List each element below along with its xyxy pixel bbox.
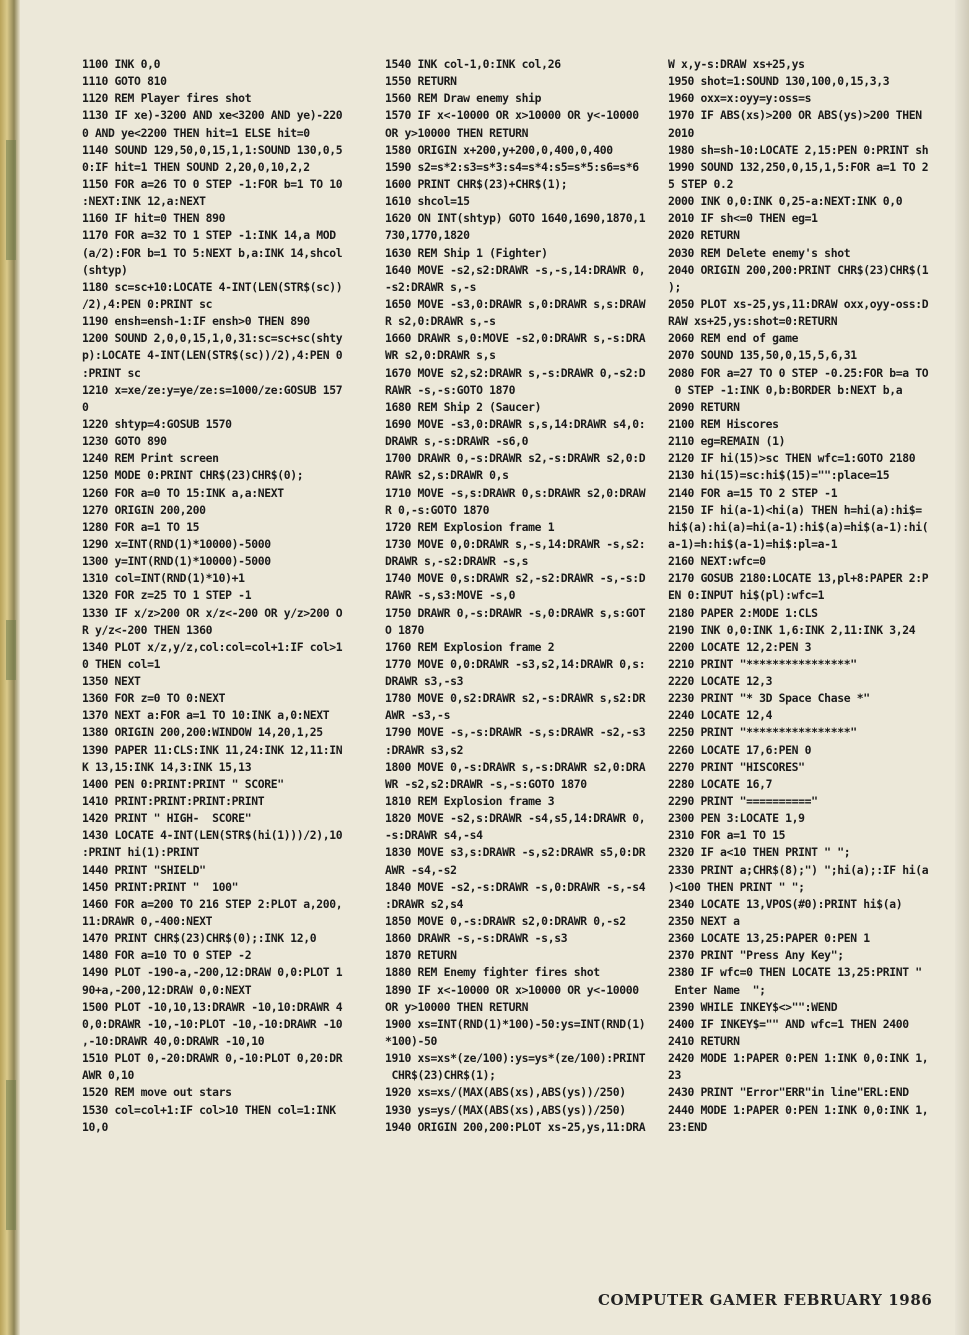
code-line: 1190 ensh=ensh-1:IF ensh>0 THEN 890 <box>82 314 310 329</box>
code-line: 1970 IF ABS(xs)>200 OR ABS(ys)>200 THEN <box>668 108 922 123</box>
code-line: 2190 INK 0,0:INK 1,6:INK 2,11:INK 3,24 <box>668 622 916 637</box>
code-line: AWR -s4,-s2 <box>385 862 457 877</box>
code-line: 1860 DRAWR -s,-s:DRAWR -s,s3 <box>385 931 568 946</box>
code-line: 2370 PRINT "Press Any Key"; <box>668 948 844 963</box>
code-line: 1500 PLOT -10,10,13:DRAWR -10,10:DRAWR 4 <box>82 999 343 1014</box>
code-line: 2430 PRINT "Error"ERR"in line"ERL:END <box>668 1085 909 1100</box>
code-line: 2420 MODE 1:PAPER 0:PEN 1:INK 0,0:INK 1, <box>668 1051 929 1066</box>
code-line: 2060 REM end of game <box>668 331 799 346</box>
code-line: 1890 IF x<-10000 OR x>10000 OR y<-10000 <box>385 982 639 997</box>
code-line: 1730 MOVE 0,0:DRAWR s,-s,14:DRAWR -s,s2: <box>385 536 646 551</box>
code-line: 1610 shcol=15 <box>385 194 470 209</box>
code-line: 730,1770,1820 <box>385 228 470 243</box>
code-line: 1410 PRINT:PRINT:PRINT:PRINT <box>82 794 265 809</box>
code-line: 1790 MOVE -s,-s:DRAWR -s,s:DRAWR -s2,-s3 <box>385 725 646 740</box>
code-line: 2080 FOR a=27 TO 0 STEP -0.25:FOR b=a TO <box>668 365 929 380</box>
code-line: -s2:DRAWR s,-s <box>385 279 477 294</box>
code-line: 2310 FOR a=1 TO 15 <box>668 828 786 843</box>
code-line: 2280 LOCATE 16,7 <box>668 776 773 791</box>
code-line: 2230 PRINT "* 3D Space Chase *" <box>668 691 870 706</box>
code-line: 2010 IF sh<=0 THEN eg=1 <box>668 211 818 226</box>
code-line: 1930 ys=ys/(MAX(ABS(xs),ABS(ys))/250) <box>385 1102 626 1117</box>
code-line: 1220 shtyp=4:GOSUB 1570 <box>82 416 232 431</box>
code-line: 1310 col=INT(RND(1)*10)+1 <box>82 571 245 586</box>
code-line: 2210 PRINT "****************" <box>668 656 857 671</box>
code-line: 1590 s2=s*2:s3=s*3:s4=s*4:s5=s*5:s6=s*6 <box>385 159 639 174</box>
code-line: -s:DRAWR s4,-s4 <box>385 828 483 843</box>
code-line: R 0,-s:GOTO 1870 <box>385 502 490 517</box>
code-line: 2270 PRINT "HISCORES" <box>668 759 805 774</box>
code-line: WR -s2,s2:DRAWR -s,-s:GOTO 1870 <box>385 776 587 791</box>
code-line: 1700 DRAWR 0,-s:DRAWR s2,-s:DRAWR s2,0:D <box>385 451 646 466</box>
code-line: 2330 PRINT a;CHR$(8);") ";hi(a);:IF hi(a <box>668 862 929 877</box>
code-line: 1510 PLOT 0,-20:DRAWR 0,-10:PLOT 0,20:DR <box>82 1051 343 1066</box>
code-line: 1330 IF x/z>200 OR x/z<-200 OR y/z>200 O <box>82 605 343 620</box>
code-line: a-1)=h:hi$(a-1)=hi$:pl=a-1 <box>668 536 838 551</box>
code-line: 0,0:DRAWR -10,-10:PLOT -10,-10:DRAWR -10 <box>82 1016 343 1031</box>
code-line: 1850 MOVE 0,-s:DRAWR s2,0:DRAWR 0,-s2 <box>385 914 626 929</box>
code-line: 1660 DRAWR s,0:MOVE -s2,0:DRAWR s,-s:DRA <box>385 331 646 346</box>
code-line: 90+a,-200,12:DRAW 0,0:NEXT <box>82 982 252 997</box>
code-line: ); <box>668 279 682 294</box>
code-line: 5 STEP 0.2 <box>668 176 734 191</box>
code-line: OR y>10000 THEN RETURN <box>385 125 529 140</box>
code-line: K 13,15:INK 14,3:INK 15,13 <box>82 759 252 774</box>
listing-column-2 <box>385 56 663 1136</box>
code-line: 1360 FOR z=0 TO 0:NEXT <box>82 691 226 706</box>
code-line: AWR 0,10 <box>82 1068 135 1083</box>
code-line: 1110 GOTO 810 <box>82 74 167 89</box>
code-line: 1320 FOR z=25 TO 1 STEP -1 <box>82 588 252 603</box>
code-line: 1820 MOVE -s2,s:DRAWR -s4,s5,14:DRAWR 0, <box>385 811 646 826</box>
code-line: 2380 IF wfc=0 THEN LOCATE 13,25:PRINT " <box>668 965 922 980</box>
code-line: 2020 RETURN <box>668 228 740 243</box>
code-line: 1870 RETURN <box>385 948 457 963</box>
code-line: R y/z<-200 THEN 1360 <box>82 622 213 637</box>
code-line: OR y>10000 THEN RETURN <box>385 999 529 1014</box>
code-line: WR s2,0:DRAWR s,s <box>385 348 496 363</box>
code-line: 1910 xs=xs*(ze/100):ys=ys*(ze/100):PRINT <box>385 1051 646 1066</box>
listing-column-3 <box>668 56 956 1136</box>
code-line: 1130 IF xe)-3200 AND xe<3200 AND ye)-220 <box>82 108 343 123</box>
page-binding-edge <box>0 0 20 1335</box>
code-line: 1460 FOR a=200 TO 216 STEP 2:PLOT a,200, <box>82 896 343 911</box>
code-line: DRAWR s3,-s3 <box>385 674 464 689</box>
code-line: 2300 PEN 3:LOCATE 1,9 <box>668 811 805 826</box>
code-line: 1550 RETURN <box>385 74 457 89</box>
code-line: RAWR s2,s:DRAWR 0,s <box>385 468 509 483</box>
code-line: RAW xs+25,ys:shot=0:RETURN <box>668 314 838 329</box>
code-line: 1260 FOR a=0 TO 15:INK a,a:NEXT <box>82 485 284 500</box>
code-line: 1380 ORIGIN 200,200:WINDOW 14,20,1,25 <box>82 725 323 740</box>
code-line: 2440 MODE 1:PAPER 0:PEN 1:INK 0,0:INK 1, <box>668 1102 929 1117</box>
code-line: 1210 x=xe/ze:y=ye/ze:s=1000/ze:GOSUB 157 <box>82 382 343 397</box>
code-line: 2010 <box>668 125 695 140</box>
code-line: 1880 REM Enemy fighter fires shot <box>385 965 600 980</box>
code-line: 2050 PLOT xs-25,ys,11:DRAW oxx,oyy-oss:D <box>668 296 929 311</box>
code-line: 0 STEP -1:INK 0,b:BORDER b:NEXT b,a <box>668 382 903 397</box>
code-line: 2130 hi(15)=sc:hi$(15)="":place=15 <box>668 468 890 483</box>
code-line: 1270 ORIGIN 200,200 <box>82 502 206 517</box>
code-line: DRAWR s,-s:DRAWR -s6,0 <box>385 434 529 449</box>
code-line: 1150 FOR a=26 TO 0 STEP -1:FOR b=1 TO 10 <box>82 176 343 191</box>
code-line: /2),4:PEN 0:PRINT sc <box>82 296 213 311</box>
code-line: :NEXT:INK 12,a:NEXT <box>82 194 206 209</box>
code-line: 1200 SOUND 2,0,0,15,1,0,31:sc=sc+sc(shty <box>82 331 343 346</box>
code-line: 1350 NEXT <box>82 674 141 689</box>
code-line: 0:IF hit=1 THEN SOUND 2,20,0,10,2,2 <box>82 159 310 174</box>
code-line: RAWR -s,-s:GOTO 1870 <box>385 382 516 397</box>
code-line: 2120 IF hi(15)>sc THEN wfc=1:GOTO 2180 <box>668 451 916 466</box>
code-line: 1490 PLOT -190-a,-200,12:DRAW 0,0:PLOT 1 <box>82 965 343 980</box>
code-line: RAWR -s,s3:MOVE -s,0 <box>385 588 516 603</box>
code-line: 23:END <box>668 1119 708 1134</box>
code-line: DRAWR s,-s2:DRAWR -s,s <box>385 554 529 569</box>
code-line: 1300 y=INT(RND(1)*10000)-5000 <box>82 554 271 569</box>
code-line: 2400 IF INKEY$="" AND wfc=1 THEN 2400 <box>668 1016 909 1031</box>
code-line: 1740 MOVE 0,s:DRAWR s2,-s2:DRAWR -s,-s:D <box>385 571 646 586</box>
code-line: 1520 REM move out stars <box>82 1085 232 1100</box>
code-line: 0 AND ye<2200 THEN hit=1 ELSE hit=0 <box>82 125 310 140</box>
code-line: 1810 REM Explosion frame 3 <box>385 794 555 809</box>
code-line: :DRAWR s2,s4 <box>385 896 464 911</box>
code-line: 2140 FOR a=15 TO 2 STEP -1 <box>668 485 838 500</box>
code-line: 2240 LOCATE 12,4 <box>668 708 773 723</box>
code-line: 1370 NEXT a:FOR a=1 TO 10:INK a,0:NEXT <box>82 708 330 723</box>
code-line: :PRINT hi(1):PRINT <box>82 845 200 860</box>
code-line: EN 0:INPUT hi$(pl):wfc=1 <box>668 588 825 603</box>
code-line: 1900 xs=INT(RND(1)*100)-50:ys=INT(RND(1) <box>385 1016 646 1031</box>
code-line: 1840 MOVE -s2,-s:DRAWR -s,0:DRAWR -s,-s4 <box>385 879 646 894</box>
code-line: (shtyp) <box>82 262 128 277</box>
code-line: 1470 PRINT CHR$(23)CHR$(0);:INK 12,0 <box>82 931 317 946</box>
code-line: 2180 PAPER 2:MODE 1:CLS <box>668 605 818 620</box>
code-line: O 1870 <box>385 622 425 637</box>
code-line: 1390 PAPER 11:CLS:INK 11,24:INK 12,11:IN <box>82 742 343 757</box>
code-line: 2360 LOCATE 13,25:PAPER 0:PEN 1 <box>668 931 870 946</box>
code-line: 1950 shot=1:SOUND 130,100,0,15,3,3 <box>668 74 890 89</box>
code-line: 2170 GOSUB 2180:LOCATE 13,pl+8:PAPER 2:P <box>668 571 929 586</box>
code-line: 2200 LOCATE 12,2:PEN 3 <box>668 639 812 654</box>
code-line: p):LOCATE 4-INT(LEN(STR$(sc))/2),4:PEN 0 <box>82 348 343 363</box>
code-line: 1750 DRAWR 0,-s:DRAWR -s,0:DRAWR s,s:GOT <box>385 605 646 620</box>
code-line: 1980 sh=sh-10:LOCATE 2,15:PEN 0:PRINT sh <box>668 142 929 157</box>
code-line: :DRAWR s3,s2 <box>385 742 464 757</box>
code-line: 1690 MOVE -s3,0:DRAWR s,s,14:DRAWR s4,0: <box>385 416 646 431</box>
code-line: 1250 MODE 0:PRINT CHR$(23)CHR$(0); <box>82 468 304 483</box>
code-line: 1180 sc=sc+10:LOCATE 4-INT(LEN(STR$(sc)) <box>82 279 343 294</box>
code-line: 2150 IF hi(a-1)<hi(a) THEN h=hi(a):hi$= <box>668 502 922 517</box>
code-line: 1720 REM Explosion frame 1 <box>385 519 555 534</box>
code-line: 1920 xs=xs/(MAX(ABS(xs),ABS(ys))/250) <box>385 1085 626 1100</box>
code-line: 2390 WHILE INKEY$<>"":WEND <box>668 999 838 1014</box>
code-line: 1100 INK 0,0 <box>82 57 161 71</box>
page-right-edge <box>955 0 969 1335</box>
code-line: 1420 PRINT " HIGH- SCORE" <box>82 811 252 826</box>
code-line: 0 <box>82 399 89 414</box>
code-line: 1780 MOVE 0,s2:DRAWR s2,-s:DRAWR s,s2:DR <box>385 691 646 706</box>
code-line: 1960 oxx=x:oyy=y:oss=s <box>668 91 812 106</box>
code-line: 1940 ORIGIN 200,200:PLOT xs-25,ys,11:DRA <box>385 1119 646 1134</box>
code-line: 1540 INK col-1,0:INK col,26 <box>385 57 561 71</box>
code-line: 1170 FOR a=32 TO 1 STEP -1:INK 14,a MOD <box>82 228 336 243</box>
code-line: 2110 eg=REMAIN (1) <box>668 434 786 449</box>
code-line: 1140 SOUND 129,50,0,15,1,1:SOUND 130,0,5 <box>82 142 343 157</box>
code-line: 1230 GOTO 890 <box>82 434 167 449</box>
code-line: )<100 THEN PRINT " "; <box>668 879 805 894</box>
code-line: CHR$(23)CHR$(1); <box>385 1068 496 1083</box>
code-line: 1340 PLOT x/z,y/z,col:col=col+1:IF col>1 <box>82 639 343 654</box>
code-line: AWR -s3,-s <box>385 708 451 723</box>
code-line: hi$(a):hi(a)=hi(a-1):hi$(a)=hi$(a-1):hi( <box>668 519 929 534</box>
code-line: 1640 MOVE -s2,s2:DRAWR -s,-s,14:DRAWR 0, <box>385 262 646 277</box>
code-line: 2000 INK 0,0:INK 0,25-a:NEXT:INK 0,0 <box>668 194 903 209</box>
code-line: *100)-50 <box>385 1034 438 1049</box>
code-line: 2410 RETURN <box>668 1034 740 1049</box>
code-line: 1570 IF x<-10000 OR x>10000 OR y<-10000 <box>385 108 639 123</box>
code-line: 1990 SOUND 132,250,0,15,1,5:FOR a=1 TO 2 <box>668 159 929 174</box>
code-line: 1400 PEN 0:PRINT:PRINT " SCORE" <box>82 776 284 791</box>
code-line: 1800 MOVE 0,-s:DRAWR s,-s:DRAWR s2,0:DRA <box>385 759 646 774</box>
code-line: 11:DRAWR 0,-400:NEXT <box>82 914 213 929</box>
code-line: 1240 REM Print screen <box>82 451 219 466</box>
code-line: 1600 PRINT CHR$(23)+CHR$(1); <box>385 176 568 191</box>
code-line: 1650 MOVE -s3,0:DRAWR s,0:DRAWR s,s:DRAW <box>385 296 646 311</box>
code-line: ,-10:DRAWR 40,0:DRAWR -10,10 <box>82 1034 265 1049</box>
code-line: 2100 REM Hiscores <box>668 416 779 431</box>
code-line: 2340 LOCATE 13,VPOS(#0):PRINT hi$(a) <box>668 896 903 911</box>
code-line: 1680 REM Ship 2 (Saucer) <box>385 399 542 414</box>
code-line: (a/2):FOR b=1 TO 5:NEXT b,a:INK 14,shcol <box>82 245 343 260</box>
code-line: 1580 ORIGIN x+200,y+200,0,400,0,400 <box>385 142 613 157</box>
code-line: 1160 IF hit=0 THEN 890 <box>82 211 226 226</box>
code-line: 1760 REM Explosion frame 2 <box>385 639 555 654</box>
code-line: 1290 x=INT(RND(1)*10000)-5000 <box>82 536 271 551</box>
code-line: 1620 ON INT(shtyp) GOTO 1640,1690,1870,1 <box>385 211 646 226</box>
code-line: 1450 PRINT:PRINT " 100" <box>82 879 239 894</box>
code-line: 2320 IF a<10 THEN PRINT " "; <box>668 845 851 860</box>
code-line: 1480 FOR a=10 TO 0 STEP -2 <box>82 948 252 963</box>
code-line: 2290 PRINT "==========" <box>668 794 818 809</box>
code-line: 1530 col=col+1:IF col>10 THEN col=1:INK <box>82 1102 336 1117</box>
code-line: 1670 MOVE s2,s2:DRAWR s,-s:DRAWR 0,-s2:D <box>385 365 646 380</box>
code-line: 1430 LOCATE 4-INT(LEN(STR$(hi(1)))/2),10 <box>82 828 343 843</box>
code-line: 2350 NEXT a <box>668 914 740 929</box>
code-line: 2250 PRINT "****************" <box>668 725 857 740</box>
code-line: 2160 NEXT:wfc=0 <box>668 554 766 569</box>
code-line: 1440 PRINT "SHIELD" <box>82 862 206 877</box>
listing-column-1 <box>82 56 367 1136</box>
code-line: W x,y-s:DRAW xs+25,ys <box>668 57 805 71</box>
code-line: 2030 REM Delete enemy's shot <box>668 245 851 260</box>
code-line: 1280 FOR a=1 TO 15 <box>82 519 200 534</box>
code-line: 2260 LOCATE 17,6:PEN 0 <box>668 742 812 757</box>
code-line: Enter Name "; <box>668 982 766 997</box>
code-line: 2040 ORIGIN 200,200:PRINT CHR$(23)CHR$(1 <box>668 262 929 277</box>
code-line: 1770 MOVE 0,0:DRAWR -s3,s2,14:DRAWR 0,s: <box>385 656 646 671</box>
code-line: 0 THEN col=1 <box>82 656 161 671</box>
code-line: 1120 REM Player fires shot <box>82 91 252 106</box>
code-line: 1630 REM Ship 1 (Fighter) <box>385 245 548 260</box>
code-line: 1560 REM Draw enemy ship <box>385 91 542 106</box>
code-line: 2070 SOUND 135,50,0,15,5,6,31 <box>668 348 857 363</box>
code-line: 23 <box>668 1068 682 1083</box>
code-line: 2090 RETURN <box>668 399 740 414</box>
magazine-footer: COMPUTER GAMER FEBRUARY 1986 <box>598 1291 933 1309</box>
code-line: 1710 MOVE -s,s:DRAWR 0,s:DRAWR s2,0:DRAW <box>385 485 646 500</box>
code-line: :PRINT sc <box>82 365 141 380</box>
code-line: 1830 MOVE s3,s:DRAWR -s,s2:DRAWR s5,0:DR <box>385 845 646 860</box>
code-line: 10,0 <box>82 1119 109 1134</box>
code-line: 2220 LOCATE 12,3 <box>668 674 773 689</box>
code-line: R s2,0:DRAWR s,-s <box>385 314 496 329</box>
